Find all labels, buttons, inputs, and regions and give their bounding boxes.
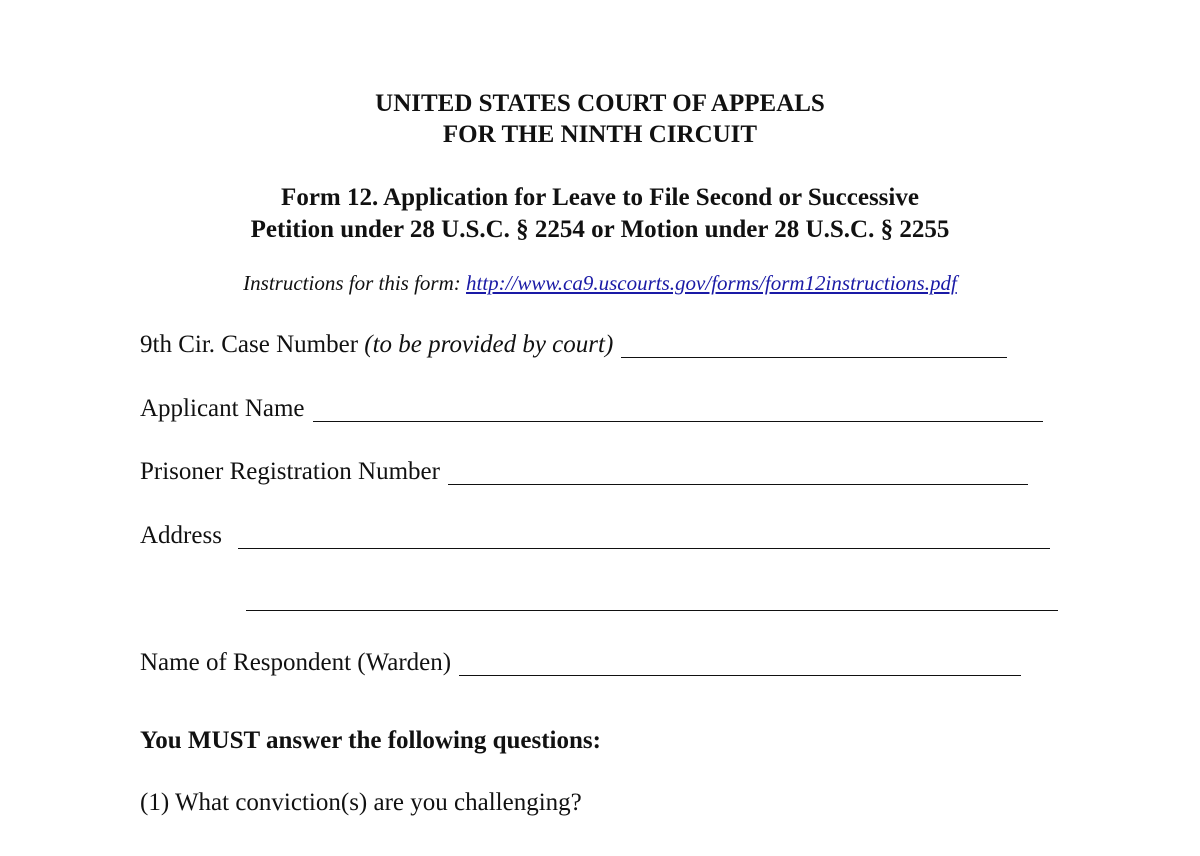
respondent-row [140,648,1021,678]
question-1: (1) What conviction(s) are you challenging? [140,789,582,816]
questions-intro: You MUST answer the following questions: [140,727,601,754]
address-field-line2[interactable] [246,586,1058,611]
instructions-label: Instructions for this form: [243,271,467,295]
respondent-label: Name of Respondent (Warden) [140,649,452,676]
prisoner-reg-field[interactable] [448,460,1028,485]
applicant-name-row [140,394,1043,424]
prisoner-reg-label: Prisoner Registration Number [140,458,440,485]
respondent-field[interactable] [459,651,1021,676]
address-label: Address [140,522,222,549]
case-number-row [140,330,1007,360]
prisoner-reg-row [140,457,1028,487]
form-title-line2: Petition under 28 U.S.C. § 2254 or Motion under 28 U.S.C. § 2255 [250,216,950,243]
instructions-link[interactable]: http://www.ca9.uscourts.gov/forms/form12instructions.pdf [466,271,957,295]
applicant-name-field[interactable] [313,397,1043,422]
applicant-name-label: Applicant Name [140,395,305,422]
case-number-label: 9th Cir. Case Number (to be provided by court) [140,331,614,358]
court-name-line1: UNITED STATES COURT OF APPEALS [375,90,825,117]
case-number-field[interactable] [621,333,1007,358]
court-name-line2: FOR THE NINTH CIRCUIT [442,121,758,148]
form-title [0,182,1200,246]
court-heading [0,88,1200,150]
address-field-line1[interactable] [238,524,1050,549]
address-row [140,521,1050,551]
case-number-note: (to be provided by court) [364,331,614,358]
instructions-line [0,270,1200,296]
form-title-line1: Form 12. Application for Leave to File Second or Successive [281,184,919,211]
